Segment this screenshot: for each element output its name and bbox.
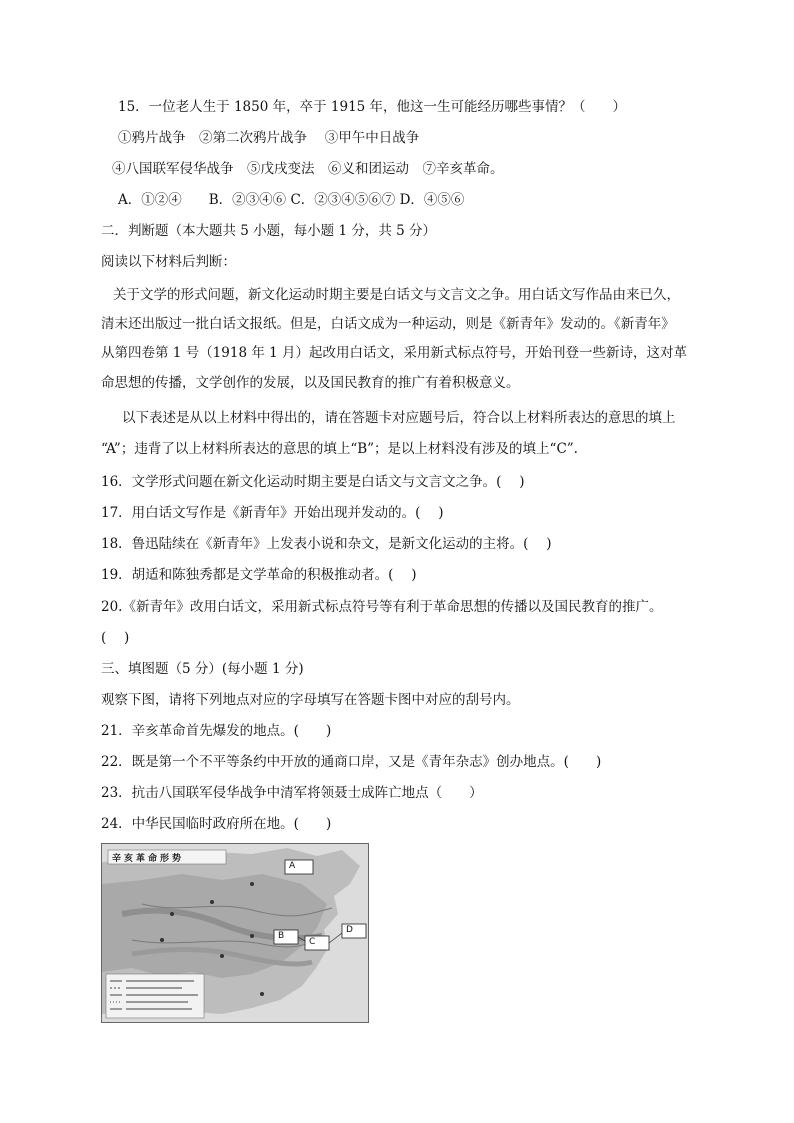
passage-line-1: 关于文学的形式问题，新文化运动时期主要是白话文与文言文之争。用白话文写作品由来已久， xyxy=(113,287,680,303)
passage-line-2: 清末还出版过一批白话文报纸。但是，白话文成为一种运动，则是《新青年》发动的。《新青年》 xyxy=(101,316,675,332)
section-3-intro: 观察下图，请将下列地点对应的字母填写在答题卡图中对应的刮号内。 xyxy=(101,692,520,708)
section-3-heading: 三、填图题（5 分）(每小题 1 分) xyxy=(101,661,304,677)
question-15-choices: A．①②④ B．②③④⑥ C．②③④⑤⑥⑦ D．④⑤⑥ xyxy=(118,192,465,208)
map-label-c: C xyxy=(309,937,316,947)
map-label-b: B xyxy=(278,931,285,941)
revolution-map-figure xyxy=(101,843,369,1023)
instruction-line-1: 以下表述是从以上材料中得出的，请在答题卡对应题号后，符合以上材料所表达的意思的填上 xyxy=(122,410,676,426)
map-label-d: D xyxy=(346,925,353,935)
question-16: 16．文学形式问题在新文化运动时期主要是白话文与文言文之争。( ) xyxy=(101,474,525,490)
instruction-line-2: “A”；违背了以上材料所表达的意思的填上“B”；是以上材料没有涉及的填上“C”. xyxy=(101,441,578,457)
question-24: 24．中华民国临时政府所在地。( ) xyxy=(101,816,332,832)
question-15-options-row1: ①鸦片战争 ②第二次鸦片战争 ③甲午中日战争 xyxy=(118,130,420,146)
map-title: 辛亥革命形势 xyxy=(112,854,185,864)
question-22: 22．既是第一个不平等条约中开放的通商口岸，又是《青年杂志》创办地点。( ) xyxy=(101,754,602,770)
question-20-blank: ( ) xyxy=(101,630,130,646)
section-2-heading: 二．判断题（本大题共 5 小题，每小题 1 分，共 5 分） xyxy=(101,223,437,239)
question-15-options-row2: ④八国联军侵华战争 ⑤戊戌变法 ⑥义和团运动 ⑦辛亥革命。 xyxy=(112,161,504,177)
passage-line-4: 命思想的传播，文学创作的发展，以及国民教育的推广有着积极意义。 xyxy=(101,375,520,391)
question-21: 21．辛亥革命首先爆发的地点。( ) xyxy=(101,723,332,739)
question-23: 23．抗击八国联军侵华战争中清军将领聂士成阵亡地点（ ） xyxy=(101,785,483,801)
question-20: 20.《新青年》改用白话文，采用新式标点符号等有利于革命思想的传播以及国民教育的推广。 xyxy=(101,599,663,615)
question-17: 17．用白话文写作是《新青年》开始出现并发动的。( ) xyxy=(101,505,444,521)
section-2-intro: 阅读以下材料后判断： xyxy=(101,254,236,270)
map-label-a: A xyxy=(289,861,296,871)
question-19: 19．胡适和陈独秀都是文学革命的积极推动者。( ) xyxy=(101,567,417,583)
question-15-stem: 15．一位老人生于 1850 年，卒于 1915 年，他这一生可能经历哪些事情？（ ） xyxy=(118,99,627,115)
passage-line-3: 从第四卷第 1 号（1918 年 1 月）起改用白话文，采用新式标点符号，开始刊登一些新诗，这对革 xyxy=(101,345,687,361)
question-18: 18．鲁迅陆续在《新青年》上发表小说和杂文，是新文化运动的主将。( ) xyxy=(101,536,552,552)
map-drawing xyxy=(102,844,368,1022)
